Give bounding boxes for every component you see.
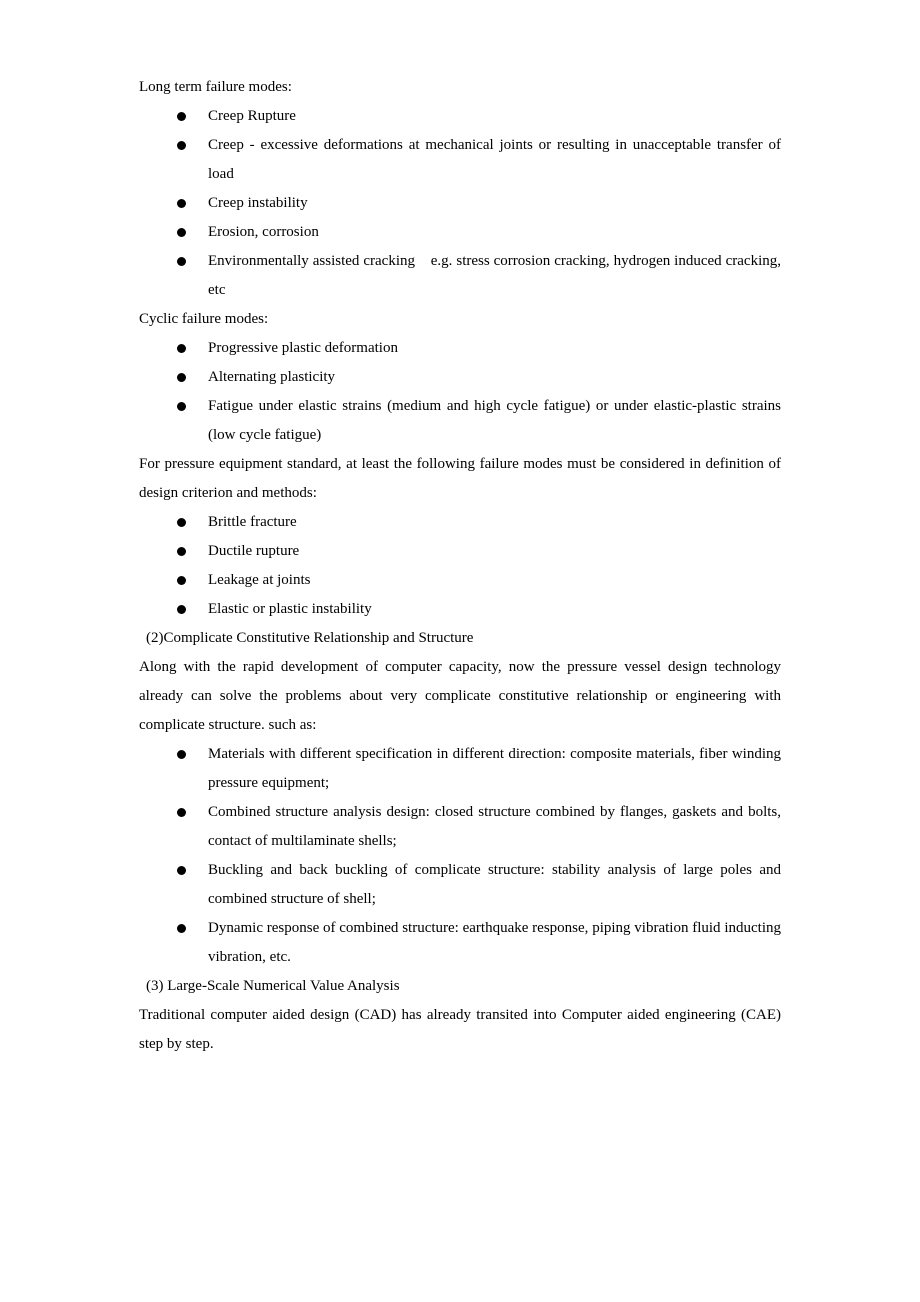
list-item-text: Fatigue under elastic strains (medium and high cycle fatigue) or under elastic-plastic strains (low cycle fatigue) bbox=[208, 398, 781, 443]
list-item-text: Ductile rupture bbox=[208, 543, 300, 559]
list-item bbox=[208, 334, 781, 363]
bullet-icon bbox=[177, 373, 186, 382]
long-term-title: Long term failure modes: bbox=[139, 79, 292, 95]
list-item-text: Elastic or plastic instability bbox=[208, 601, 372, 617]
list-item-text: Buckling and back buckling of complicate structure: stability analysis of large poles and combined structure of shell; bbox=[208, 862, 781, 907]
list-item-text: Environmentally assisted cracking e.g. stress corrosion cracking, hydrogen induced cracking, etc bbox=[208, 253, 785, 298]
bullet-icon bbox=[177, 808, 186, 817]
list-item-text: Materials with different specification in different direction: composite materials, fiber winding pressure equipment; bbox=[208, 746, 781, 791]
bullet-icon bbox=[177, 112, 186, 121]
bullet-icon bbox=[177, 924, 186, 933]
bullet-icon bbox=[177, 402, 186, 411]
list-item-text: Brittle fracture bbox=[208, 514, 297, 530]
list-item bbox=[208, 131, 781, 189]
standard-list bbox=[139, 508, 781, 624]
section-3-body: Traditional computer aided design (CAD) has already transited into Computer aided engineering (CAE) step by step. bbox=[139, 1007, 781, 1052]
bullet-icon bbox=[177, 576, 186, 585]
list-item bbox=[208, 508, 781, 537]
list-item bbox=[208, 740, 781, 798]
list-item bbox=[208, 595, 781, 624]
bullet-icon bbox=[177, 228, 186, 237]
list-item bbox=[208, 363, 781, 392]
list-item-text: Creep - excessive deformations at mechanical joints or resulting in unacceptable transfer of load bbox=[208, 137, 781, 182]
list-item bbox=[208, 247, 785, 305]
list-item-text: Leakage at joints bbox=[208, 572, 311, 588]
list-item bbox=[208, 218, 781, 247]
list-item-text: Creep instability bbox=[208, 195, 308, 211]
list-item-text: Progressive plastic deformation bbox=[208, 340, 398, 356]
section-2-list bbox=[139, 740, 781, 972]
list-item bbox=[208, 914, 781, 972]
bullet-icon bbox=[177, 518, 186, 527]
list-item bbox=[208, 856, 781, 914]
document-page bbox=[139, 73, 785, 1059]
bullet-icon bbox=[177, 141, 186, 150]
list-item bbox=[208, 102, 781, 131]
list-item-text: Alternating plasticity bbox=[208, 369, 336, 385]
standard-intro: For pressure equipment standard, at least the following failure modes must be considered in definition of design criterion and methods: bbox=[139, 456, 781, 501]
list-item-text: Combined structure analysis design: closed structure combined by flanges, gaskets and bolts, contact of multilaminate shells; bbox=[208, 804, 781, 849]
list-item bbox=[208, 798, 781, 856]
list-item-text: Dynamic response of combined structure: earthquake response, piping vibration fluid inducting vibration, etc. bbox=[208, 920, 781, 965]
bullet-icon bbox=[177, 257, 186, 266]
bullet-icon bbox=[177, 547, 186, 556]
section-3-heading: (3) Large-Scale Numerical Value Analysis bbox=[146, 978, 400, 994]
bullet-icon bbox=[177, 199, 186, 208]
long-term-list bbox=[139, 102, 785, 305]
list-item bbox=[208, 566, 781, 595]
bullet-icon bbox=[177, 866, 186, 875]
list-item-text: Creep Rupture bbox=[208, 108, 296, 124]
section-2-heading: (2)Complicate Constitutive Relationship and Structure bbox=[146, 630, 474, 646]
bullet-icon bbox=[177, 344, 186, 353]
section-2-intro: Along with the rapid development of computer capacity, now the pressure vessel design technology already can solve the problems about very complicate constitutive relationship or engineering with complicate structure. such as: bbox=[139, 659, 781, 733]
list-item bbox=[208, 537, 781, 566]
list-item-text: Erosion, corrosion bbox=[208, 224, 319, 240]
list-item bbox=[208, 392, 781, 450]
bullet-icon bbox=[177, 605, 186, 614]
bullet-icon bbox=[177, 750, 186, 759]
cyclic-title: Cyclic failure modes: bbox=[139, 311, 269, 327]
cyclic-list bbox=[139, 334, 781, 450]
list-item bbox=[208, 189, 781, 218]
